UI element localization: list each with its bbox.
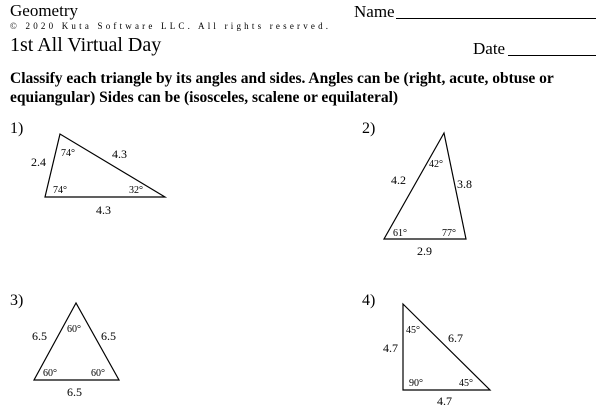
triangle-1-side-right: 4.3 xyxy=(112,147,127,161)
triangle-3-angle-bottom-right: 60° xyxy=(91,368,105,379)
triangle-4-angle-bottom-left: 90° xyxy=(409,378,423,389)
triangle-2-angle-top: 42° xyxy=(429,159,443,170)
triangle-2-side-bottom: 2.9 xyxy=(417,244,432,258)
triangle-1 xyxy=(31,134,165,217)
triangle-3-angle-top: 60° xyxy=(67,324,81,335)
triangle-1-angle-bottom-left: 74° xyxy=(53,185,67,196)
triangle-4-side-bottom: 4.7 xyxy=(437,394,452,405)
problem-2-number: 2) xyxy=(362,120,376,137)
triangle-4-side-hypotenuse: 6.7 xyxy=(448,331,463,345)
triangle-3-side-bottom: 6.5 xyxy=(67,385,82,399)
triangle-4-angle-bottom-right: 45° xyxy=(459,378,473,389)
triangle-4-side-left: 4.7 xyxy=(383,341,398,355)
triangle-3 xyxy=(32,303,119,399)
subject-heading: Geometry xyxy=(10,1,78,20)
triangle-3-angle-bottom-left: 60° xyxy=(43,368,57,379)
triangle-1-side-bottom: 4.3 xyxy=(96,203,111,217)
triangle-2-side-right: 3.8 xyxy=(457,177,472,191)
triangle-2-side-left: 4.2 xyxy=(391,173,406,187)
date-label: Date xyxy=(473,39,506,58)
triangle-4 xyxy=(383,304,490,405)
triangle-1-angle-top: 74° xyxy=(61,148,75,159)
problem-4-number: 4) xyxy=(362,292,376,309)
worksheet-title: 1st All Virtual Day xyxy=(10,34,162,56)
triangle-2 xyxy=(384,133,472,258)
triangle-2-angle-bottom-right: 77° xyxy=(442,228,456,239)
problem-1-number: 1) xyxy=(10,120,24,137)
name-label: Name xyxy=(354,2,395,21)
instructions: Classify each triangle by its angles and sides. Angles can be (right, acute, obtuse or equiangular) Sides can be (isosceles, scalene or equilateral) xyxy=(10,70,554,106)
triangle-2-angle-bottom-left: 61° xyxy=(393,228,407,239)
problem-3-number: 3) xyxy=(10,292,24,309)
copyright-notice: © 2020 Kuta Software LLC. All rights reserved. xyxy=(10,21,332,31)
triangle-4-angle-top: 45° xyxy=(406,325,420,336)
triangle-1-side-left: 2.4 xyxy=(31,155,46,169)
triangle-3-side-left: 6.5 xyxy=(32,329,47,343)
triangle-1-angle-bottom-right: 32° xyxy=(129,185,143,196)
triangle-3-side-right: 6.5 xyxy=(101,329,116,343)
